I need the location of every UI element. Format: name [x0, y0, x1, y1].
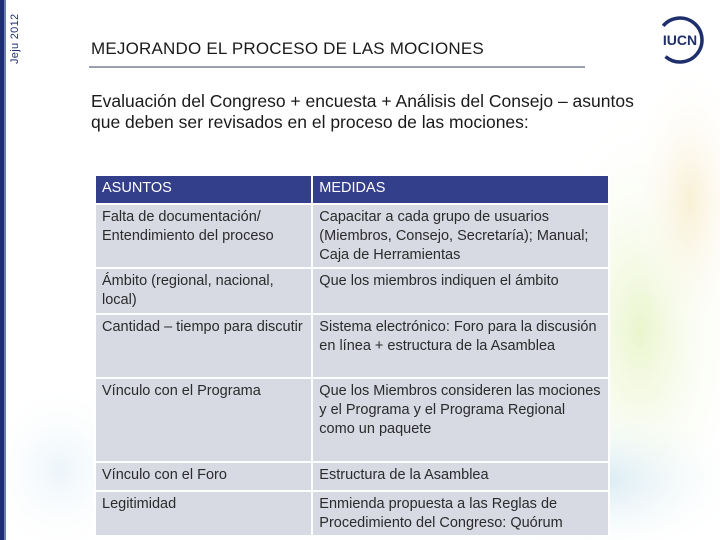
table-cell-issue: Ámbito (regional, nacional, local) — [95, 268, 312, 314]
table-cell-measure: Sistema electrónico: Foro para la discusión en línea + estructura de la Asamblea — [312, 314, 609, 378]
table-row — [95, 314, 609, 378]
table-cell-issue: Falta de documentación/ Entendimiento del proceso — [95, 204, 312, 268]
issues-table — [94, 174, 610, 537]
table-header-row — [95, 175, 609, 204]
table-cell-measure: Que los miembros indiquen el ámbito — [312, 268, 609, 314]
table-row — [95, 204, 609, 268]
table-cell-measure: Estructura de la Asamblea — [312, 462, 609, 491]
table-cell-measure: Que los Miembros consideren las mociones y el Programa y el Programa Regional como un paquete — [312, 378, 609, 462]
intro-text: Evaluación del Congreso + encuesta + Análisis del Consejo – asuntos que deben ser revisados en el proceso de las mociones: — [91, 91, 634, 132]
event-label-text: Jeju 2012 — [9, 13, 21, 64]
column-header-asuntos: ASUNTOS — [95, 175, 312, 204]
page-title: MEJORANDO EL PROCESO DE LAS MOCIONES — [91, 39, 484, 58]
event-label — [9, 0, 49, 70]
left-accent-bar-light — [4, 0, 6, 540]
table-row — [95, 378, 609, 462]
table-cell-issue: Legitimidad — [95, 491, 312, 536]
table-cell-issue: Cantidad – tiempo para discutir — [95, 314, 312, 378]
table-cell-measure: Enmienda propuesta a las Reglas de Procedimiento del Congreso: Quórum — [312, 491, 609, 536]
iucn-logo-icon — [648, 14, 712, 66]
column-header-medidas: MEDIDAS — [312, 175, 609, 204]
table-row — [95, 491, 609, 536]
title-divider — [89, 66, 585, 68]
table-cell-issue: Vínculo con el Programa — [95, 378, 312, 462]
table-row — [95, 462, 609, 491]
table-cell-issue: Vínculo con el Foro — [95, 462, 312, 491]
table-cell-measure: Capacitar a cada grupo de usuarios (Miembros, Consejo, Secretaría); Manual; Caja de Herramientas — [312, 204, 609, 268]
table-row — [95, 268, 609, 314]
logo-text: IUCN — [662, 32, 698, 48]
